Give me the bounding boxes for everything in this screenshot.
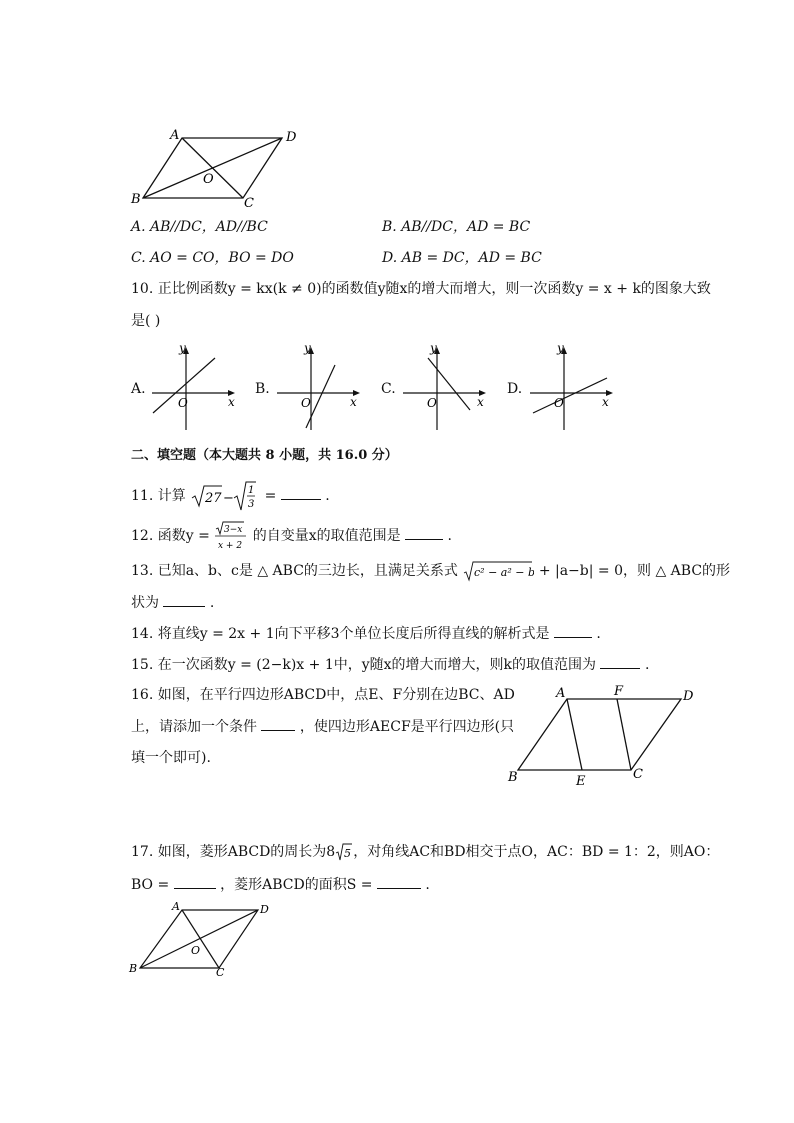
label-c: C [244,196,254,210]
q13-text-c: 状为 [131,595,159,611]
svg-text:y: y [304,341,311,355]
q12-prefix: 12. 函数y = [131,528,210,544]
q15 [131,654,649,675]
svg-text:c² − a² − b²: c² − a² − b² [474,566,535,579]
svg-text:27: 27 [205,491,222,506]
svg-text:−: − [223,491,235,506]
label-b: B [129,962,138,975]
svg-text:5: 5 [344,847,352,860]
section-heading-fill-in: 二、填空题（本大题共 8 小题，共 16.0 分） [131,448,398,463]
q10-label-c: C. [381,381,396,397]
q17-answer-blank-area[interactable] [377,874,421,889]
q12-rest: 的自变量x的取值范围是 [252,528,401,544]
figure-parallelogram-q16 [500,680,705,792]
q17-text-a: 17. 如图，菱形ABCD的周长为8 [131,844,336,860]
q13-line1 [131,560,730,582]
label-c: C [216,966,225,979]
q11-period: . [325,488,330,504]
q11-equals: = [264,488,277,504]
q16-line1: 16. 如图，在平行四边形ABCD中，点E、F分别在边BC、AD [131,687,515,703]
q13-period: . [209,595,215,611]
label-a: A [170,128,180,143]
svg-text:O: O [427,396,437,410]
q10-label-b: B. [255,381,270,397]
svg-text:x: x [477,395,484,409]
q13-radical [462,560,534,582]
q10-label-a: A. [131,381,146,397]
q9-option-a: A. AB//DC，AD//BC [131,219,268,235]
q17-text-c: BO = [131,877,170,893]
label-d: D [260,903,269,916]
label-c: C [633,767,643,782]
label-f: F [614,684,624,699]
svg-text:O: O [301,396,311,410]
q15-answer-blank[interactable] [600,654,640,669]
q16-line2 [131,716,514,737]
q13-text-b: + |a−b| = 0，则 △ ABC的形 [538,563,731,579]
q14-answer-blank[interactable] [554,623,592,638]
parallelogram-abcd [518,699,681,770]
label-a: A [172,900,180,913]
q11 [131,480,330,512]
q17-line1 [131,842,719,862]
q10-label-d: D. [507,381,523,397]
q16-text-a: 上，请添加一个条件 [131,719,257,735]
q10-text-line2: 是( ) [131,313,161,329]
q15-period: . [644,657,650,673]
svg-text:y: y [179,341,186,355]
svg-text:O: O [178,396,188,410]
q10-graph-a [147,340,242,435]
q13-answer-blank[interactable] [163,592,205,607]
q12-fraction [214,520,248,552]
q10-graph-b [272,340,367,435]
segment-cf [617,699,631,770]
q14-text: 14. 将直线y = 2x + 1向下平移3个单位长度后所得直线的解析式是 [131,626,550,642]
label-e: E [576,774,586,789]
graph-line [533,378,607,413]
svg-text:O: O [554,396,564,410]
q12 [131,520,452,552]
q10-text-line1: 10. 正比例函数y = kx(k ≠ 0)的函数值y随x的增大而增大，则一次函数y = x + k的图象大致 [131,281,711,297]
q11-answer-blank[interactable] [281,485,321,500]
q11-expression [190,480,260,512]
svg-text:y: y [430,341,437,355]
q15-text: 15. 在一次函数y = (2−k)x + 1中，y随x的增大而增大，则k的取值范围为 [131,657,597,673]
label-o: O [191,944,201,957]
q11-prefix: 11. 计算 [131,488,186,504]
q17-line2 [131,874,430,895]
q13-text-a: 13. 已知a、b、c是 △ ABC的三边长，且满足关系式 [131,563,458,579]
segment-ae [567,699,582,770]
q16-text-b: ，使四边形AECF是平行四边形(只 [299,719,515,735]
svg-text:y: y [557,341,564,355]
svg-text:x + 2: x + 2 [218,541,243,551]
q14-period: . [596,626,601,642]
diagonal-ac [182,910,219,968]
q10-graph-d [525,340,620,435]
q9-option-c: C. AO = CO，BO = DO [131,250,294,266]
svg-text:3: 3 [248,499,255,510]
q12-answer-blank[interactable] [405,525,443,540]
svg-text:x: x [228,395,235,409]
q17-text-d: ，菱形ABCD的面积S = [220,877,373,893]
q9-option-b: B. AB//DC，AD = BC [382,219,531,235]
label-b: B [508,770,518,785]
label-d: D [286,130,297,145]
q14 [131,623,601,644]
svg-text:x: x [350,395,357,409]
svg-text:3−x: 3−x [224,525,243,535]
q16-line3: 填一个即可). [131,750,211,766]
q9-option-d: D. AB = DC，AD = BC [382,250,542,266]
label-d: D [683,689,694,704]
q17-sqrt [335,842,353,862]
q10-graph-c [398,340,493,435]
q17-text-b: ，对角线AC和BD相交于点O，AC：BD = 1：2，则AO： [353,844,720,860]
q13-line2 [131,592,214,613]
q12-period: . [447,528,452,544]
diagonal-bd [143,138,282,198]
q17-period: . [425,877,430,893]
q16-answer-blank[interactable] [261,716,295,731]
label-o: O [203,172,214,187]
label-b: B [131,192,141,207]
svg-text:1: 1 [248,485,255,496]
diagonal-bd [140,910,258,968]
label-a: A [556,686,566,701]
q17-answer-blank-ratio[interactable] [174,874,216,889]
figure-parallelogram-q9 [125,125,310,210]
svg-text:x: x [602,395,609,409]
figure-rhombus-q17 [124,898,274,980]
